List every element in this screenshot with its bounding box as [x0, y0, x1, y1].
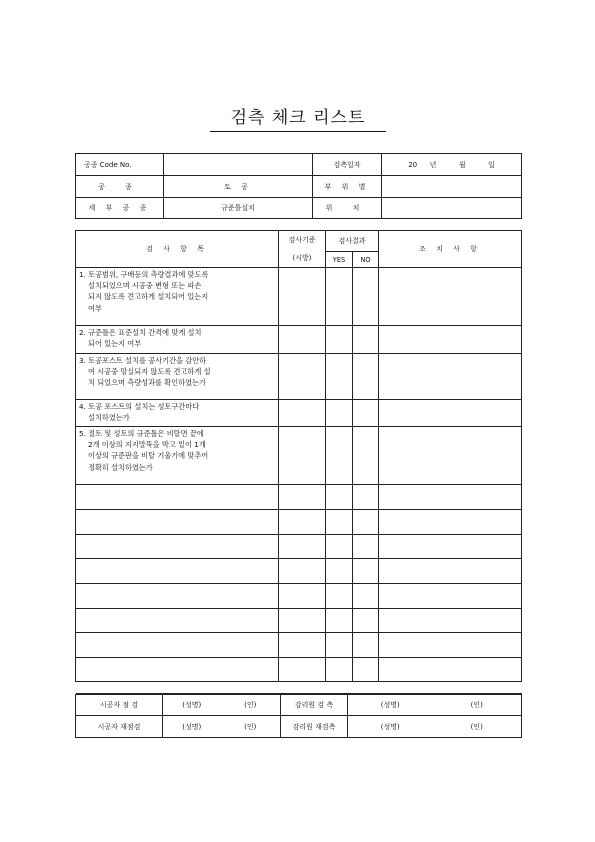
blank-cell[interactable] — [353, 658, 379, 682]
check-item-3 — [76, 354, 279, 400]
blank-cell[interactable] — [379, 584, 522, 609]
code-label: 공종 Code No. — [76, 154, 164, 176]
yes-cell[interactable] — [326, 326, 353, 354]
location-value[interactable] — [382, 198, 522, 219]
blank-cell[interactable] — [279, 633, 326, 658]
no-cell[interactable] — [353, 400, 379, 427]
date-year-unit: 년 — [429, 160, 437, 169]
yes-cell[interactable] — [326, 268, 353, 326]
blank-cell[interactable] — [353, 485, 379, 510]
contractor-name-field[interactable]: (성명) — [163, 716, 221, 738]
blank-cell[interactable] — [279, 510, 326, 535]
empty-row — [76, 584, 522, 609]
part-label: 부 위 별 — [313, 176, 382, 198]
empty-row — [76, 658, 522, 682]
blank-cell[interactable] — [76, 633, 279, 658]
check-item-1 — [76, 268, 279, 326]
header-no: NO — [353, 252, 379, 268]
item-text: 설치되었으며 시공중 변형 또는 파손 — [88, 281, 202, 291]
item-text: 4. 토공 포스트의 설치는 성토구간마다 — [79, 402, 200, 411]
blank-cell[interactable] — [279, 485, 326, 510]
blank-cell[interactable] — [379, 485, 522, 510]
sub-work-type-value[interactable]: 규준틀설치 — [164, 198, 313, 219]
contractor-check-label: 시공자 점 검 — [76, 695, 163, 716]
signature-table — [75, 694, 522, 738]
blank-cell[interactable] — [279, 609, 326, 633]
blank-cell[interactable] — [326, 535, 353, 559]
item-text: 3. 토공포스트 설치를 공사기간을 감안하 — [79, 356, 207, 365]
sub-work-type-label: 세 부 공 종 — [76, 198, 164, 219]
check-item-2 — [76, 326, 279, 354]
inspection-date-label: 검측일자 — [313, 154, 382, 176]
item-text: 2개 이상의 지지말뚝을 박고 밑이 1개 — [88, 440, 206, 450]
supervisor-inspect-label: 감리원 검 측 — [281, 695, 348, 716]
work-type-label: 공 종 — [76, 176, 164, 198]
standard-cell[interactable] — [279, 400, 326, 427]
contractor-seal[interactable]: (인) — [221, 695, 281, 716]
blank-cell[interactable] — [379, 658, 522, 682]
supervisor-seal[interactable]: (인) — [433, 695, 522, 716]
no-cell[interactable] — [353, 268, 379, 326]
action-cell[interactable] — [379, 326, 522, 354]
contractor-name-field[interactable]: (성명) — [163, 695, 221, 716]
blank-cell[interactable] — [326, 658, 353, 682]
no-cell[interactable] — [353, 326, 379, 354]
no-cell[interactable] — [353, 427, 379, 485]
info-table — [75, 153, 522, 231]
empty-row — [76, 485, 522, 510]
blank-cell[interactable] — [76, 584, 279, 609]
blank-cell[interactable] — [279, 559, 326, 584]
blank-cell[interactable] — [76, 609, 279, 633]
blank-cell[interactable] — [326, 510, 353, 535]
header-yes: YES — [326, 252, 353, 268]
yes-cell[interactable] — [326, 427, 353, 485]
item-text: 되어 있는지 여부 — [88, 339, 142, 349]
check-item-4 — [76, 400, 279, 427]
date-year: 20 — [408, 160, 418, 169]
table-row — [76, 400, 522, 427]
blank-cell[interactable] — [76, 485, 279, 510]
item-text: 1. 토공범위, 구배등의 측량결과에 맞도록 — [79, 270, 209, 279]
date-month-unit: 월 — [458, 160, 466, 169]
location-label: 위 치 — [313, 198, 382, 219]
header-action: 조 치 사 항 — [379, 231, 522, 268]
no-cell[interactable] — [353, 354, 379, 400]
supervisor-reinspect-label: 감리원 재검측 — [281, 716, 348, 738]
item-text: 이상의 규준판을 비탈 기울기에 맞추어 — [88, 451, 209, 461]
empty-row — [76, 535, 522, 559]
contractor-recheck-label: 시공자 재점검 — [76, 716, 163, 738]
header-standard-label: 검사기준 — [288, 236, 316, 244]
blank-cell[interactable] — [379, 510, 522, 535]
work-type-value[interactable]: 토 공 — [164, 176, 313, 198]
action-cell[interactable] — [379, 400, 522, 427]
table-row — [76, 354, 522, 400]
table-row — [76, 427, 522, 485]
code-value[interactable] — [164, 154, 313, 176]
contractor-seal[interactable]: (인) — [221, 716, 281, 738]
empty-row — [76, 510, 522, 535]
standard-cell[interactable] — [279, 326, 326, 354]
blank-cell[interactable] — [279, 535, 326, 559]
action-cell[interactable] — [379, 268, 522, 326]
item-text: 되지 않도록 견고하게 설치되어 있는지 — [88, 292, 209, 302]
item-text: 여 시공중 망실되지 않도록 견고하게 설 — [88, 367, 211, 377]
blank-cell[interactable] — [326, 609, 353, 633]
blank-cell[interactable] — [326, 485, 353, 510]
header-standard-sub: (시방) — [292, 254, 312, 262]
empty-row — [76, 609, 522, 633]
item-text: 2. 규준틀은 표준설치 간격에 맞게 설치 — [79, 328, 202, 337]
empty-row — [76, 559, 522, 584]
blank-cell[interactable] — [76, 510, 279, 535]
action-cell[interactable] — [379, 354, 522, 400]
blank-cell[interactable] — [353, 584, 379, 609]
document-title: 검측 체크 리스트 — [210, 103, 386, 132]
standard-cell[interactable] — [279, 427, 326, 485]
blank-cell[interactable] — [326, 584, 353, 609]
part-value[interactable] — [382, 176, 522, 198]
action-cell[interactable] — [379, 427, 522, 485]
supervisor-name-field[interactable]: (성명) — [348, 695, 433, 716]
inspection-date-field[interactable] — [382, 154, 522, 176]
item-text: 정확히 설치하였는가 — [88, 462, 153, 472]
spacer-row — [76, 682, 522, 694]
blank-cell[interactable] — [76, 658, 279, 682]
supervisor-seal[interactable]: (인) — [433, 716, 522, 738]
item-text: 설치하였는가 — [88, 413, 130, 423]
standard-cell[interactable] — [279, 268, 326, 326]
standard-cell[interactable] — [279, 354, 326, 400]
blank-cell[interactable] — [379, 535, 522, 559]
date-day-unit: 일 — [488, 160, 495, 169]
blank-cell[interactable] — [279, 658, 326, 682]
blank-cell[interactable] — [353, 510, 379, 535]
blank-cell[interactable] — [326, 633, 353, 658]
blank-cell[interactable] — [379, 559, 522, 584]
blank-cell[interactable] — [76, 559, 279, 584]
checklist-table — [75, 230, 522, 694]
item-text: 치 되었으며 측량성과를 확인하였는가 — [88, 378, 206, 388]
blank-cell[interactable] — [353, 535, 379, 559]
item-text: 여부 — [88, 303, 102, 313]
signature-row — [76, 695, 522, 716]
header-standard — [279, 231, 326, 268]
signature-row — [76, 716, 522, 738]
blank-cell[interactable] — [76, 535, 279, 559]
empty-row — [76, 633, 522, 658]
yes-cell[interactable] — [326, 354, 353, 400]
header-result: 검사결과 — [326, 231, 379, 252]
blank-cell[interactable] — [379, 633, 522, 658]
blank-cell[interactable] — [353, 609, 379, 633]
table-row — [76, 268, 522, 326]
blank-cell[interactable] — [279, 584, 326, 609]
yes-cell[interactable] — [326, 400, 353, 427]
blank-cell[interactable] — [326, 559, 353, 584]
blank-cell[interactable] — [353, 559, 379, 584]
header-item: 검 사 항 목 — [76, 231, 279, 268]
blank-cell[interactable] — [379, 609, 522, 633]
spacer-row — [76, 219, 522, 231]
supervisor-name-field[interactable]: (성명) — [348, 716, 433, 738]
table-row — [76, 326, 522, 354]
item-text: 5. 절토 및 성토의 규준틀은 비탈면 끝에 — [79, 429, 204, 438]
blank-cell[interactable] — [353, 633, 379, 658]
check-item-5 — [76, 427, 279, 485]
